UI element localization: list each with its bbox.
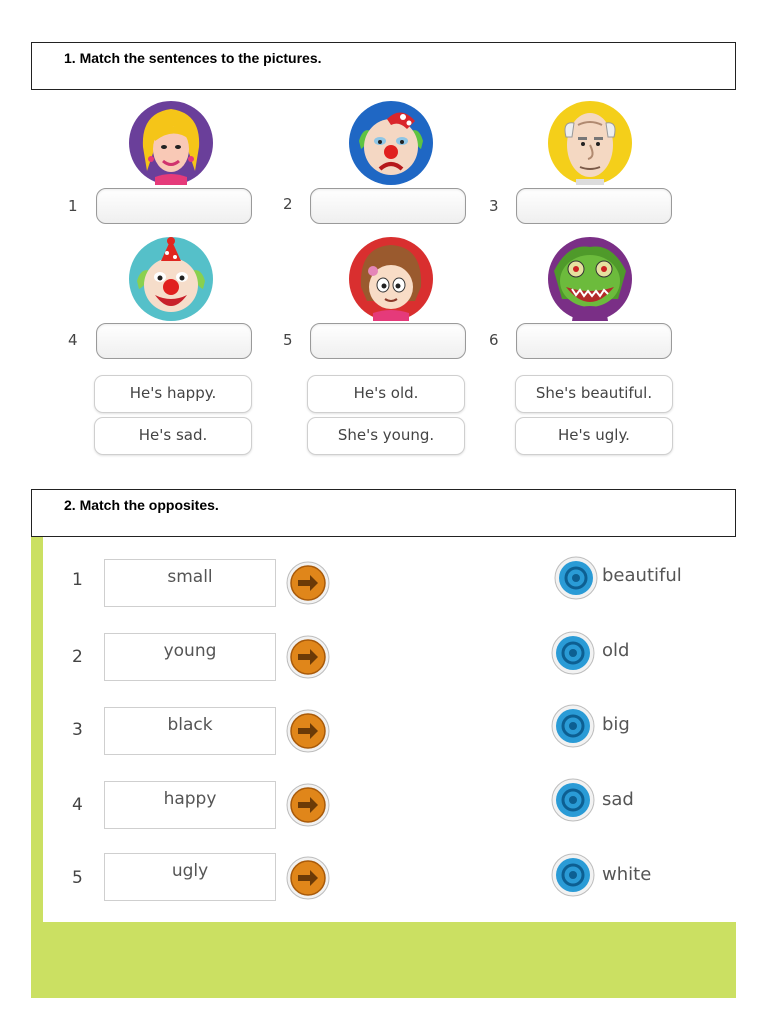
row-number-1: 1 <box>72 570 83 590</box>
opposites-matching-section <box>31 537 736 998</box>
target-dot-icon[interactable] <box>554 556 598 600</box>
target-dot-icon[interactable] <box>551 778 595 822</box>
task1-instruction-text: 1. Match the sentences to the pictures. <box>64 50 322 66</box>
opposite-word-sad: sad <box>602 789 634 810</box>
target-dot-icon[interactable] <box>551 631 595 675</box>
opposites-panel <box>43 537 736 922</box>
sentence-option-he-is-sad[interactable]: He's sad. <box>94 417 252 455</box>
row-number-5: 5 <box>72 868 83 888</box>
green-monster-face-icon <box>548 237 632 321</box>
sentence-matching-section <box>31 90 736 489</box>
row-number-2: 2 <box>72 647 83 667</box>
task1-instruction <box>31 42 736 90</box>
word-box-small[interactable]: small <box>104 559 276 607</box>
arrow-right-icon[interactable] <box>286 709 330 753</box>
arrow-right-icon[interactable] <box>286 561 330 605</box>
opposite-word-beautiful: beautiful <box>602 565 682 586</box>
arrow-right-icon[interactable] <box>286 783 330 827</box>
target-dot-icon[interactable] <box>551 704 595 748</box>
word-box-ugly[interactable]: ugly <box>104 853 276 901</box>
word-box-black[interactable]: black <box>104 707 276 755</box>
answer-box-3[interactable] <box>516 188 672 224</box>
opposite-word-big: big <box>602 714 630 735</box>
task2-instruction-text: 2. Match the opposites. <box>64 497 219 513</box>
sentence-option-he-is-old[interactable]: He's old. <box>307 375 465 413</box>
answer-box-4[interactable] <box>96 323 252 359</box>
item-number-1: 1 <box>68 197 78 215</box>
target-dot-icon[interactable] <box>551 853 595 897</box>
item-number-4: 4 <box>68 331 78 349</box>
opposite-word-old: old <box>602 640 630 661</box>
item-number-2: 2 <box>283 195 293 213</box>
opposite-word-white: white <box>602 864 652 885</box>
blonde-woman-face-icon <box>129 101 213 185</box>
old-man-face-icon <box>548 101 632 185</box>
item-number-5: 5 <box>283 331 293 349</box>
item-number-6: 6 <box>489 331 499 349</box>
young-girl-face-icon <box>349 237 433 321</box>
sentence-option-he-is-ugly[interactable]: He's ugly. <box>515 417 673 455</box>
arrow-right-icon[interactable] <box>286 635 330 679</box>
answer-box-6[interactable] <box>516 323 672 359</box>
answer-box-5[interactable] <box>310 323 466 359</box>
arrow-right-icon[interactable] <box>286 856 330 900</box>
sentence-option-he-is-happy[interactable]: He's happy. <box>94 375 252 413</box>
answer-box-2[interactable] <box>310 188 466 224</box>
word-box-happy[interactable]: happy <box>104 781 276 829</box>
word-box-young[interactable]: young <box>104 633 276 681</box>
sad-clown-face-icon <box>349 101 433 185</box>
sentence-option-she-is-beautiful[interactable]: She's beautiful. <box>515 375 673 413</box>
answer-box-1[interactable] <box>96 188 252 224</box>
row-number-4: 4 <box>72 795 83 815</box>
item-number-3: 3 <box>489 197 499 215</box>
row-number-3: 3 <box>72 720 83 740</box>
task2-instruction <box>31 489 736 537</box>
sentence-option-she-is-young[interactable]: She's young. <box>307 417 465 455</box>
happy-clown-face-icon <box>129 237 213 321</box>
